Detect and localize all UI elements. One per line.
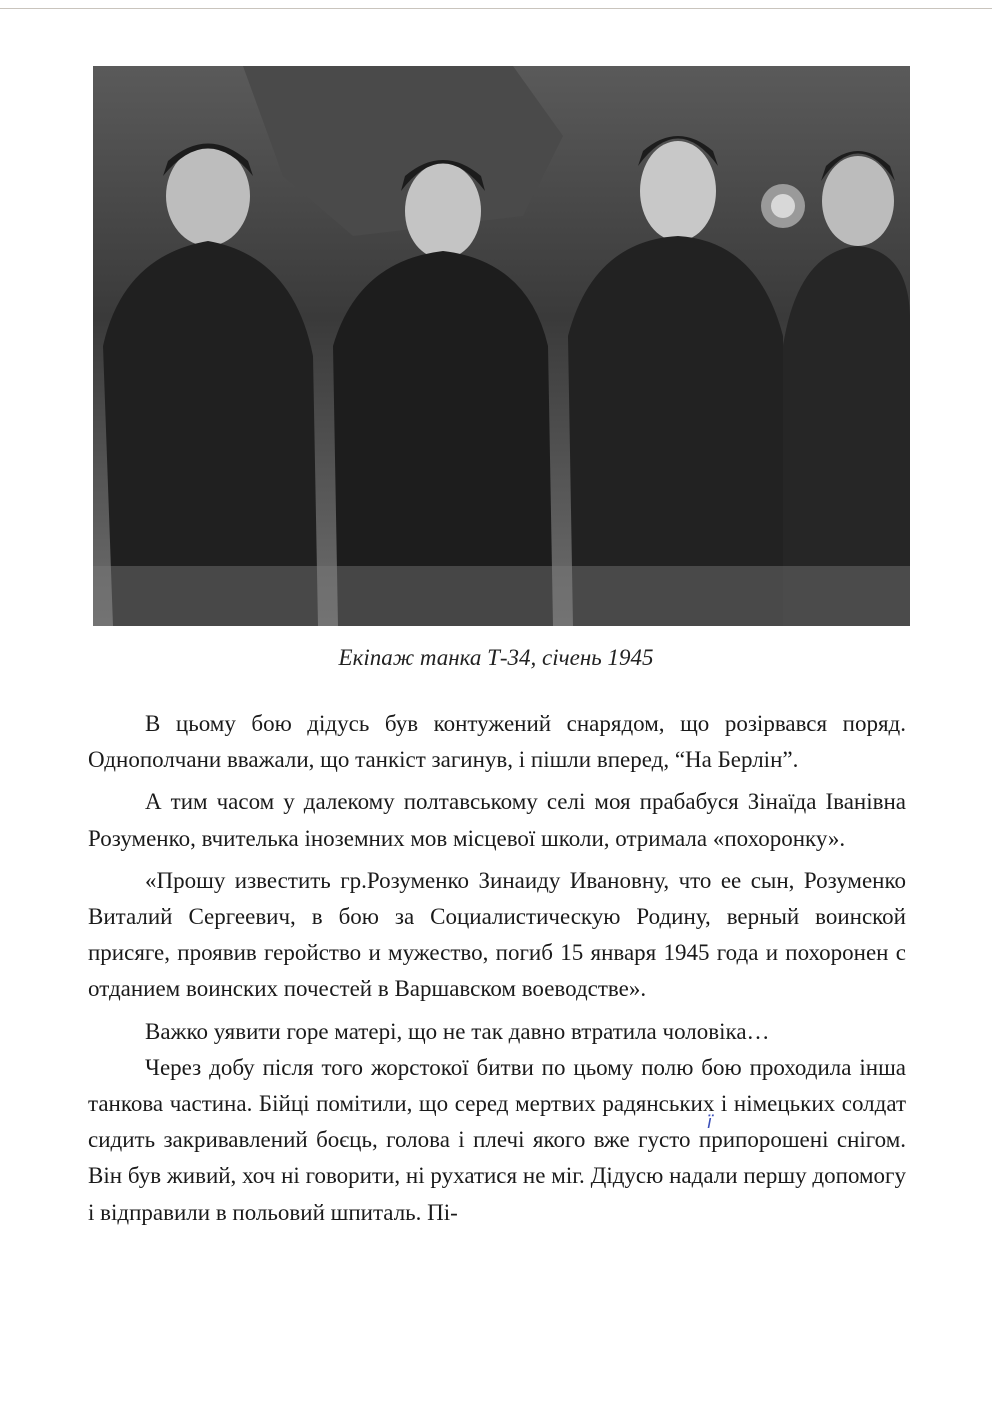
paragraph: В цьому бою дідусь був контужений снарядом, що розірвався поряд. Однополчани вважали, що танкіст загинув, і пішли вперед, “На Берлін”.: [88, 711, 906, 773]
paragraph: «Прошу известить гр.Розуменко Зинаиду Ивановну, что ее сын, Розуменко Виталий Сергеевич, в бою за Социалистическую Родину, верный воинской присяге, проявив геройство и мужество, погиб 15 января 1945 года и похоронен с отданием воинских почестей в Варшавском воеводстве».: [88, 867, 906, 1002]
body-text: [88, 706, 906, 1231]
paragraph: Важко уявити горе матері, що не так давно втратила чоловіка…: [145, 1018, 770, 1044]
photo-caption: Екіпаж танка Т-34, січень 1945: [338, 645, 654, 670]
handwritten-correction: ї: [707, 1112, 713, 1133]
paragraph: Через добу після того жорстокої битви по цьому полю бою проходила інша танкова частина. Бійці помітили, що серед мертвих радянських і німецьких солдат сидить закривавлений боєць, голова і плечі якого вже густо припорошені снігом. Він був живий, хоч ні говорити, ні рухатися не міг. Дідусю надали першу допомогу і відправили в польовий шпиталь. Пі-: [88, 1054, 906, 1225]
photo-illustration: [93, 66, 910, 626]
tank-crew-photo: [93, 66, 910, 626]
paragraph: А тим часом у далекому полтавському селі моя прабабуся Зінаїда Іванівна Розуменко, вчителька іноземних мов місцевої школи, отримала «похоронку».: [88, 789, 906, 851]
scan-edge: [0, 8, 992, 9]
